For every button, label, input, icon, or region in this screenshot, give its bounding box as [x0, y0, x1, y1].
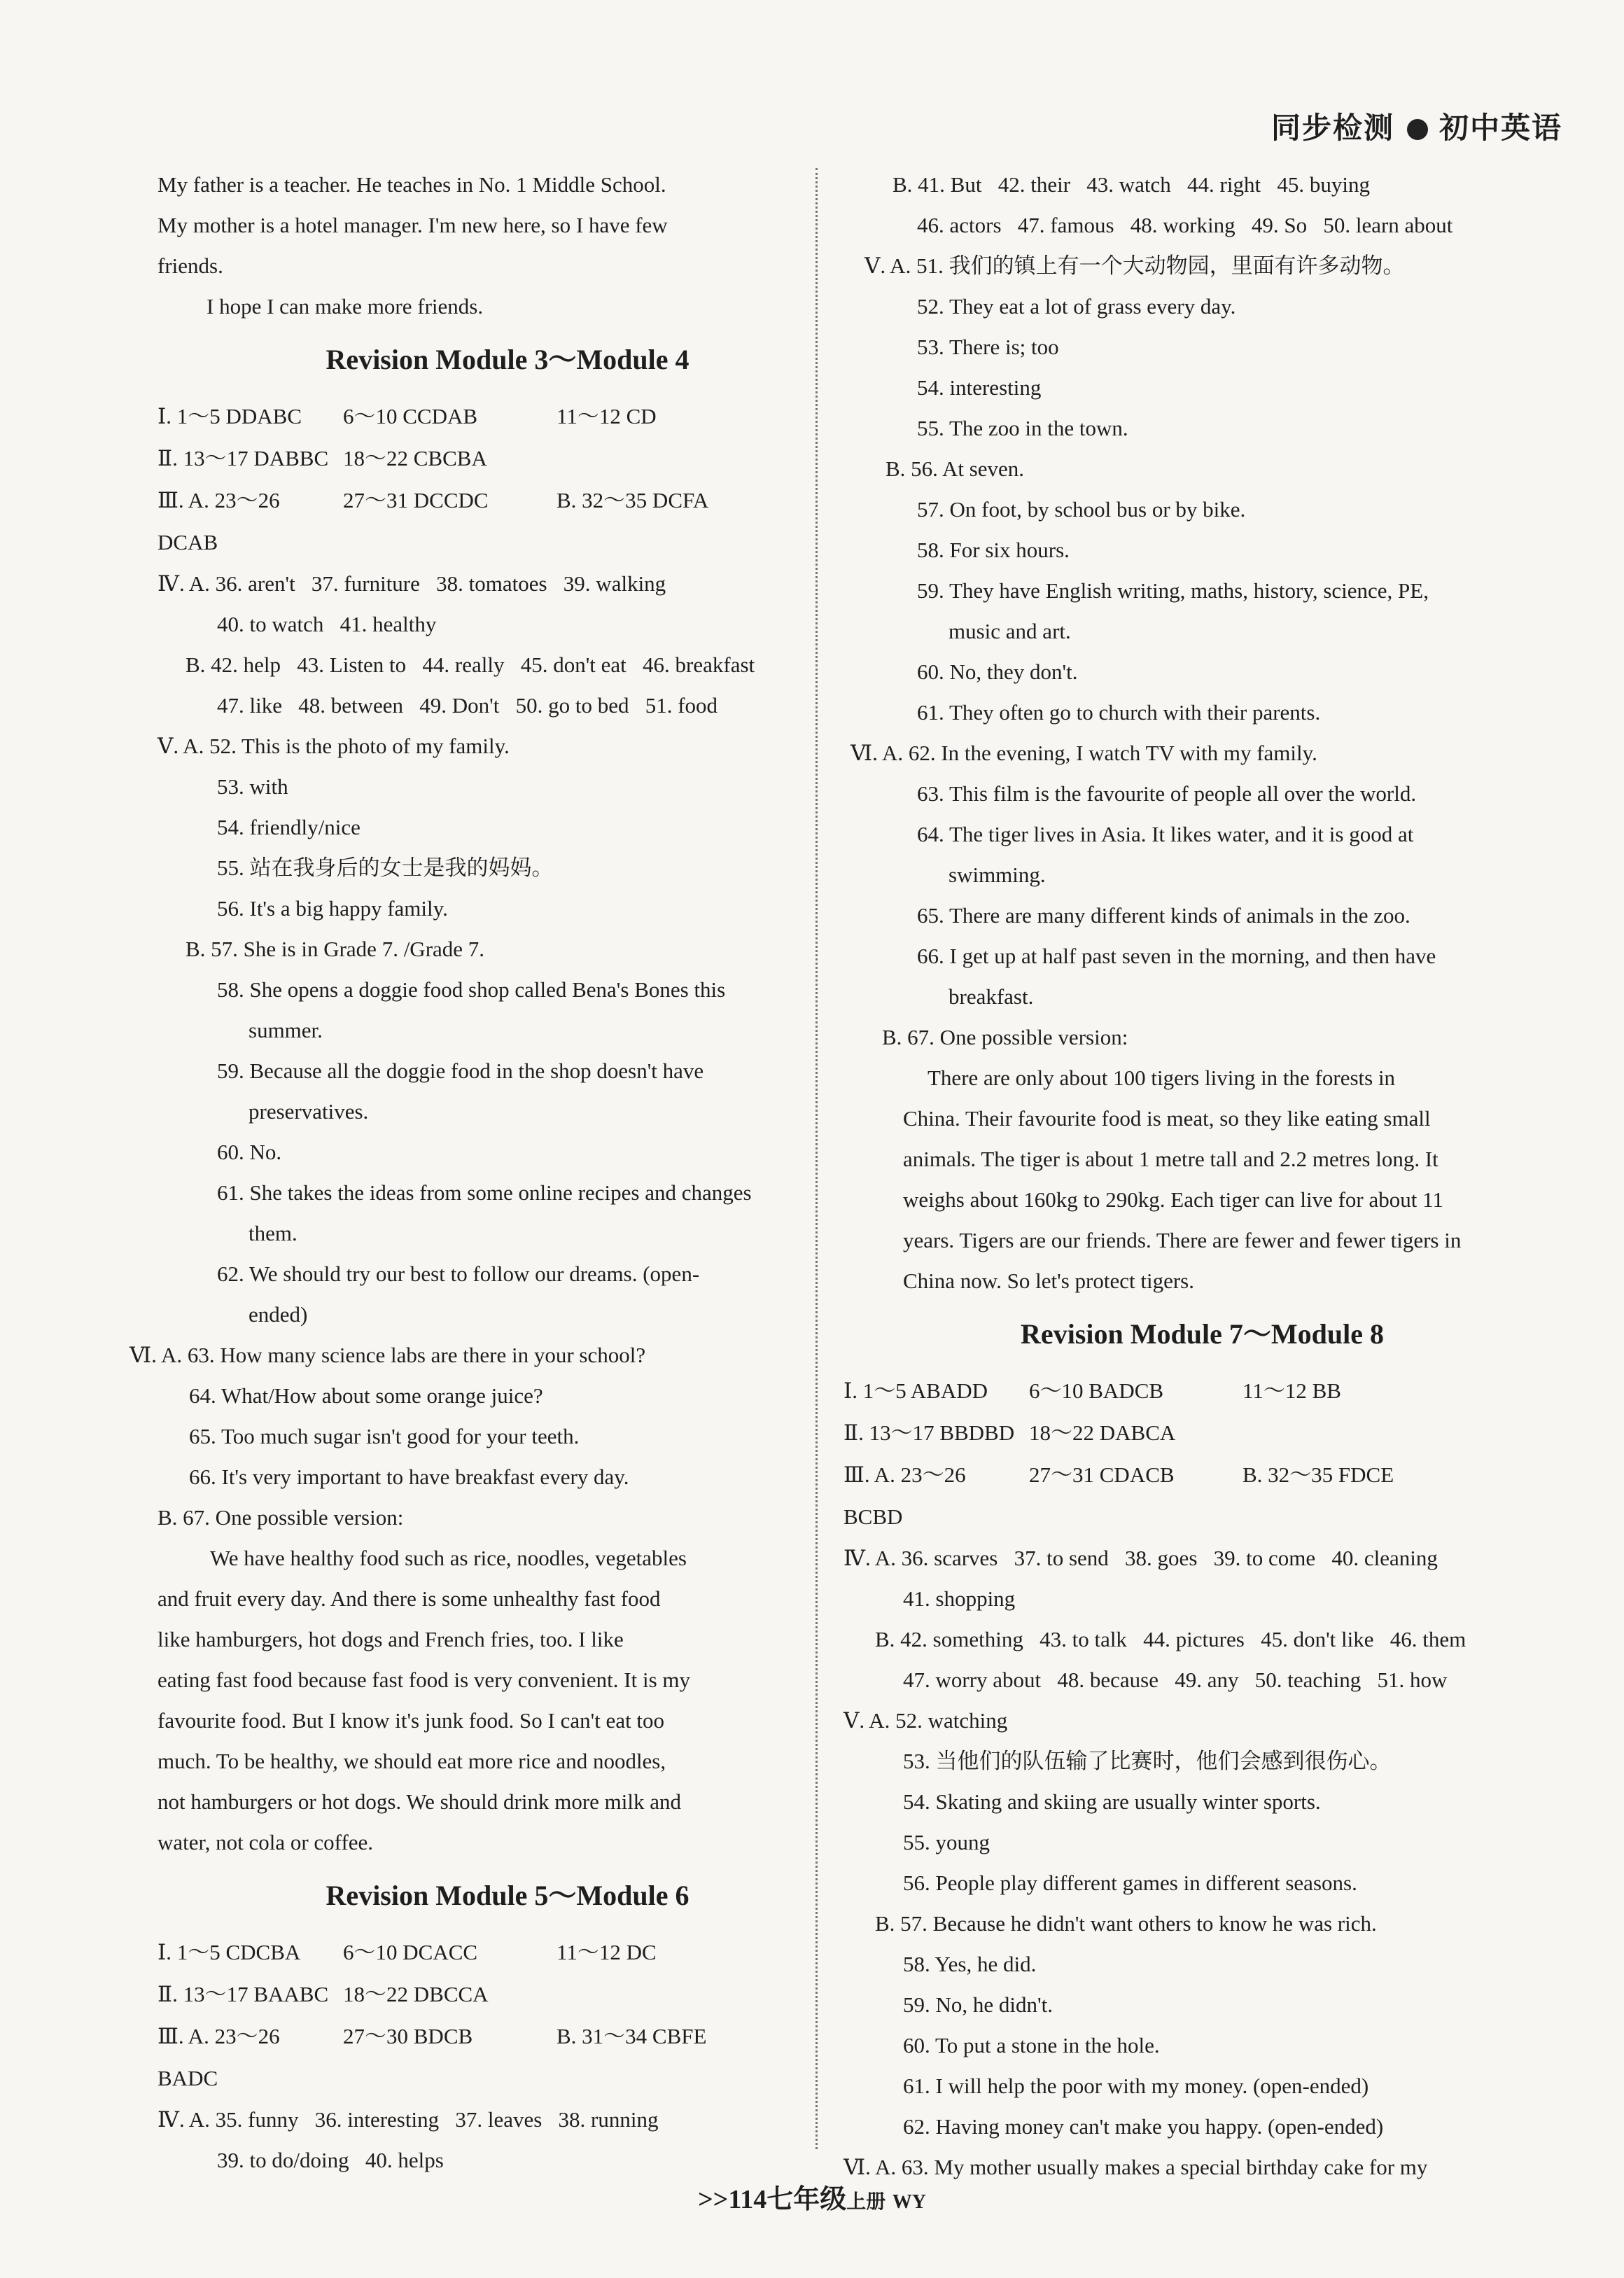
- answer-line: B. 42. something 43. to talk 44. pictures 45. don't like 46. them: [875, 1627, 1466, 1651]
- answer-line: 40. to watch 41. healthy: [217, 612, 437, 636]
- answer-cell: 18～22 DABCA: [1029, 1420, 1176, 1445]
- answer-line: 57. On foot, by school bus or by bike.: [917, 497, 1246, 522]
- answer-line: My father is a teacher. He teaches in No. 1 Middle School.: [158, 172, 666, 197]
- answer-line: 52. They eat a lot of grass every day.: [917, 294, 1236, 319]
- page-header: [1271, 105, 1562, 147]
- answer-line: My mother is a hotel manager. I'm new here, so I have few: [158, 213, 668, 237]
- edition-label: WY: [892, 2191, 926, 2213]
- answer-line: B. 56. At seven.: [886, 456, 1025, 481]
- answer-line: Ⅴ. A. 52. watching: [844, 1708, 1008, 1733]
- answer-line: 66. I get up at half past seven in the morning, and then have: [917, 944, 1436, 968]
- answer-line: 56. It's a big happy family.: [217, 896, 448, 921]
- section-heading: Revision Module 5～Module 6: [326, 1880, 690, 1911]
- answer-line: 63. This film is the favourite of people all over the world.: [917, 781, 1417, 806]
- answer-line: 55. The zoo in the town.: [917, 416, 1128, 440]
- answer-line: 64. The tiger lives in Asia. It likes water, and it is good at: [917, 822, 1414, 846]
- answer-line: 59. No, he didn't.: [903, 1992, 1053, 2017]
- answer-cell: Ⅲ. A. 23～26 DCAB: [158, 488, 280, 554]
- answer-line: Ⅴ. A. 51. 我们的镇上有一个大动物园，里面有许多动物。: [864, 253, 1405, 278]
- volume-label: 上册: [846, 2191, 886, 2213]
- answer-cell: Ⅰ. 1～5 ABADD: [844, 1378, 988, 1403]
- answer-line: much. To be healthy, we should eat more rice and noodles,: [158, 1749, 666, 1773]
- answer-line: like hamburgers, hot dogs and French fries, too. I like: [158, 1627, 624, 1651]
- answer-line: Ⅵ. A. 63. My mother usually makes a special birthday cake for my: [844, 2155, 1428, 2179]
- answer-line: B. 57. She is in Grade 7. /Grade 7.: [186, 937, 485, 961]
- answer-cell: Ⅱ. 13～17 BAABC: [158, 1982, 329, 2006]
- answer-cell: 11～12 BB: [1242, 1378, 1341, 1403]
- answer-row: [844, 1370, 1561, 1412]
- answer-cell: 6～10 DCACC: [343, 1940, 478, 1964]
- answer-line: favourite food. But I know it's junk food. So I can't eat too: [158, 1708, 665, 1733]
- answer-cell: 27～31 DCCDC: [343, 488, 489, 512]
- answer-cell: Ⅰ. 1～5 CDCBA: [158, 1940, 301, 1964]
- answer-line: 53. 当他们的队伍输了比赛时，他们会感到很伤心。: [903, 1749, 1392, 1773]
- answer-line: 61. She takes the ideas from some online recipes and changes: [217, 1180, 752, 1205]
- left-column: [130, 165, 858, 2181]
- answer-line: Ⅴ. A. 52. This is the photo of my family.: [158, 734, 510, 758]
- answer-cell: 27～30 BDCB: [343, 2024, 473, 2048]
- answer-line: 53. with: [217, 774, 288, 799]
- answer-cell: Ⅲ. A. 23～26 BADC: [158, 2024, 280, 2090]
- answer-line: 62. We should try our best to follow our dreams. (open-: [217, 1262, 700, 1286]
- answer-line: B. 67. One possible version:: [158, 1505, 404, 1530]
- answer-cell: Ⅲ. A. 23～26 BCBD: [844, 1462, 966, 1529]
- answer-line: 60. No, they don't.: [917, 659, 1078, 684]
- answer-line: 65. Too much sugar isn't good for your teeth.: [189, 1424, 580, 1448]
- answer-line: Ⅳ. A. 35. funny 36. interesting 37. leaves 38. running: [158, 2107, 659, 2132]
- answer-line: 56. People play different games in different seasons.: [903, 1871, 1357, 1895]
- bullet-icon: [1407, 119, 1428, 140]
- answer-cell: Ⅱ. 13～17 DABBC: [158, 446, 329, 470]
- answer-line: B. 57. Because he didn't want others to know he was rich.: [875, 1911, 1377, 1936]
- answer-cell: 18～22 CBCBA: [343, 446, 487, 470]
- answer-line: 47. worry about 48. because 49. any 50. teaching 51. how: [903, 1668, 1448, 1692]
- answer-line: 58. For six hours.: [917, 538, 1070, 562]
- answer-line: summer.: [248, 1018, 323, 1042]
- answer-line: 53. There is; too: [917, 335, 1059, 359]
- answer-line: weighs about 160kg to 290kg. Each tiger can live for about 11: [903, 1187, 1443, 1212]
- answer-line: We have healthy food such as rice, noodles, vegetables: [210, 1546, 687, 1570]
- answer-cell: Ⅰ. 1～5 DDABC: [158, 404, 302, 428]
- answer-row: [158, 396, 858, 438]
- answer-line: years. Tigers are our friends. There are fewer and fewer tigers in: [903, 1228, 1462, 1252]
- answer-line: 58. She opens a doggie food shop called Bena's Bones this: [217, 977, 726, 1002]
- answer-cell: 11～12 CD: [556, 404, 657, 428]
- answer-line: B. 41. But 42. their 43. watch 44. right 45. buying: [892, 172, 1370, 197]
- answer-line: 60. No.: [217, 1140, 282, 1164]
- page-footer: [0, 2177, 1624, 2216]
- answer-line: I hope I can make more friends.: [206, 294, 484, 319]
- answer-line: preservatives.: [248, 1099, 369, 1124]
- answer-line: animals. The tiger is about 1 metre tall and 2.2 metres long. It: [903, 1147, 1438, 1171]
- answer-cell: 11～12 DC: [556, 1940, 657, 1964]
- answer-line: Ⅳ. A. 36. aren't 37. furniture 38. tomatoes 39. walking: [158, 571, 666, 596]
- answer-line: 61. They often go to church with their parents.: [917, 700, 1321, 725]
- answer-line: There are only about 100 tigers living in the forests in: [927, 1065, 1396, 1090]
- answer-line: B. 67. One possible version:: [882, 1025, 1128, 1049]
- answer-line: 39. to do/doing 40. helps: [217, 2148, 444, 2172]
- answer-line: 66. It's very important to have breakfast every day.: [189, 1465, 629, 1489]
- right-column: [844, 165, 1561, 2188]
- answer-line: 54. interesting: [917, 375, 1042, 400]
- answer-line: water, not cola or coffee.: [158, 1830, 374, 1854]
- answer-line: 55. 站在我身后的女士是我的妈妈。: [217, 855, 554, 880]
- column-divider: [816, 168, 818, 2149]
- subject-title: 初中英语: [1438, 111, 1562, 145]
- answer-row: [158, 2015, 858, 2099]
- section-heading: Revision Module 7～Module 8: [1021, 1318, 1384, 1350]
- answer-cell: B. 32～35 DCFA: [556, 488, 709, 512]
- answer-line: 41. shopping: [903, 1586, 1016, 1611]
- answer-line: 59. They have English writing, maths, history, science, PE,: [917, 578, 1429, 603]
- answer-row: [158, 480, 858, 564]
- answer-row: [844, 1412, 1561, 1454]
- answer-line: 55. young: [903, 1830, 990, 1854]
- answer-row: [158, 438, 858, 480]
- answer-cell: Ⅱ. 13～17 BBDBD: [844, 1420, 1015, 1445]
- answer-line: 64. What/How about some orange juice?: [189, 1383, 543, 1408]
- answer-line: them.: [248, 1221, 298, 1245]
- section-heading: Revision Module 3～Module 4: [326, 344, 690, 375]
- answer-line: B. 42. help 43. Listen to 44. really 45. don't eat 46. breakfast: [186, 652, 755, 677]
- answer-line: 59. Because all the doggie food in the shop doesn't have: [217, 1058, 704, 1083]
- answer-row: [158, 1973, 858, 2015]
- answer-line: 65. There are many different kinds of animals in the zoo.: [917, 903, 1410, 928]
- answer-line: 54. Skating and skiing are usually winter sports.: [903, 1789, 1321, 1814]
- answer-line: China. Their favourite food is meat, so they like eating small: [903, 1106, 1431, 1131]
- answer-line: Ⅳ. A. 36. scarves 37. to send 38. goes 39. to come 40. cleaning: [844, 1546, 1438, 1570]
- answer-row: [158, 1931, 858, 1973]
- answer-line: 62. Having money can't make you happy. (open-ended): [903, 2114, 1384, 2139]
- answer-line: friends.: [158, 253, 223, 278]
- answer-line: Ⅵ. A. 62. In the evening, I watch TV with my family.: [850, 741, 1317, 765]
- answer-line: breakfast.: [948, 984, 1034, 1009]
- answer-cell: 6～10 BADCB: [1029, 1378, 1164, 1403]
- answer-cell: 18～22 DBCCA: [343, 1982, 489, 2006]
- answer-line: 54. friendly/nice: [217, 815, 360, 839]
- answer-line: 47. like 48. between 49. Don't 50. go to bed 51. food: [217, 693, 718, 718]
- answer-line: music and art.: [948, 619, 1071, 643]
- answer-line: not hamburgers or hot dogs. We should drink more milk and: [158, 1789, 682, 1814]
- answer-cell: 27～31 CDACB: [1029, 1462, 1175, 1487]
- answer-line: Ⅵ. A. 63. How many science labs are there in your school?: [130, 1343, 646, 1367]
- answer-line: 60. To put a stone in the hole.: [903, 2033, 1160, 2057]
- answer-line: 46. actors 47. famous 48. working 49. So 50. learn about: [917, 213, 1453, 237]
- answer-row: [844, 1454, 1561, 1538]
- answer-cell: B. 31～34 CBFE: [556, 2024, 707, 2048]
- answer-cell: 6～10 CCDAB: [343, 404, 478, 428]
- page-number: >>114七年级: [698, 2185, 847, 2214]
- answer-cell: B. 32～35 FDCE: [1242, 1462, 1394, 1487]
- answer-line: China now. So let's protect tigers.: [903, 1269, 1194, 1293]
- answer-line: and fruit every day. And there is some unhealthy fast food: [158, 1586, 661, 1611]
- answer-line: eating fast food because fast food is very convenient. It is my: [158, 1668, 690, 1692]
- answer-line: 58. Yes, he did.: [903, 1952, 1037, 1976]
- answer-line: swimming.: [948, 862, 1046, 887]
- answer-line: 61. I will help the poor with my money. (open-ended): [903, 2074, 1369, 2098]
- answer-line: ended): [248, 1302, 308, 1327]
- series-title: 同步检测: [1270, 111, 1394, 145]
